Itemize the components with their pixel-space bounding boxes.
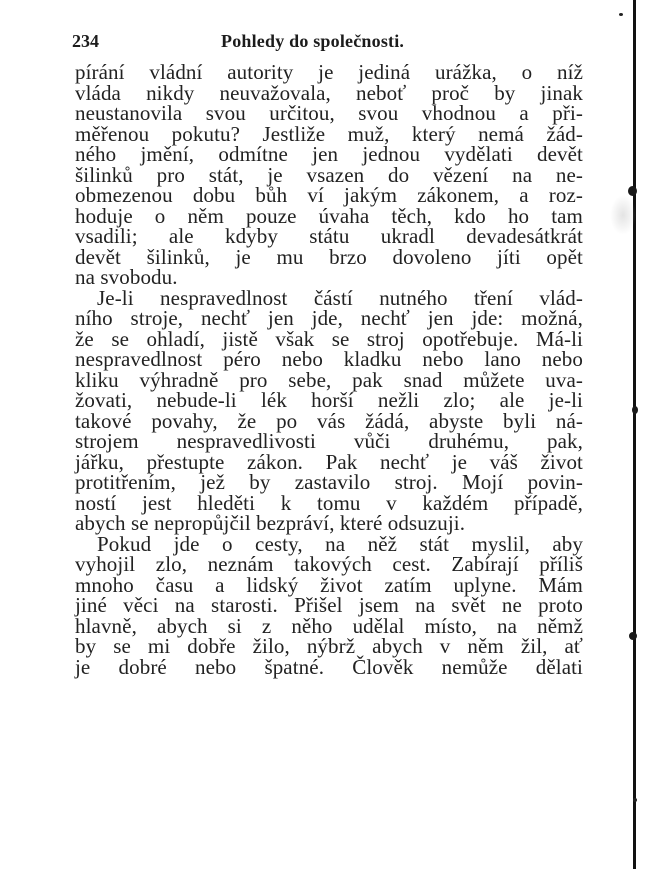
text-line bbox=[75, 408, 583, 433]
text-line bbox=[75, 490, 583, 515]
text-line bbox=[75, 595, 583, 616]
text-line bbox=[75, 185, 583, 206]
text-line-content: kliku výhradně pro sebe, pak snad můžete uva- bbox=[75, 367, 583, 392]
text-line bbox=[75, 531, 583, 556]
text-line-content: abych se nepropůjčil bezpráví, které odsuzuji. bbox=[75, 511, 466, 535]
text-line bbox=[75, 636, 583, 657]
text-line bbox=[75, 62, 583, 83]
text-line bbox=[75, 390, 583, 411]
ink-speck bbox=[633, 798, 637, 802]
text-line-content: mnoho času a lidský život zatím uplyne. Mám bbox=[75, 572, 583, 597]
text-line-content: obmezenou dobu bůh ví jakým zákonem, a roz- bbox=[75, 183, 583, 207]
ink-blot bbox=[632, 406, 638, 414]
text-line-content: jiné věci na starosti. Přišel jsem na svět ne proto bbox=[75, 593, 583, 617]
smudge bbox=[610, 195, 636, 235]
text-line-content: pírání vládní autority je jediná urážka, o níž bbox=[75, 60, 583, 84]
text-line bbox=[75, 162, 583, 187]
text-line-content: na svobodu. bbox=[75, 265, 178, 289]
text-line-content: Pokud jde o cesty, na něž stát myslil, aby bbox=[97, 531, 583, 556]
text-line bbox=[75, 572, 583, 597]
text-line-content: protitřením, jež by zastavilo stroj. Mojí povin- bbox=[75, 470, 583, 494]
running-head bbox=[72, 30, 584, 52]
text-line bbox=[75, 613, 583, 638]
text-line-content: žovati, nebude-li lék horší nežli zlo; ale je-li bbox=[75, 388, 583, 412]
text-line-content: že se ohladí, jistě však se stroj opotřebuje. Má-li bbox=[75, 326, 583, 351]
text-line bbox=[75, 654, 583, 679]
text-line bbox=[75, 308, 583, 329]
page-edge-line bbox=[633, 0, 636, 869]
text-line-content: Je-li nespravedlnost částí nutného tření vlád- bbox=[97, 285, 583, 310]
text-line-content: hoduje o něm pouze úvaha těch, kdo ho tam bbox=[75, 203, 583, 228]
text-line-content: je dobré nebo špatné. Člověk nemůže dělati bbox=[75, 654, 583, 679]
text-line-content: jářku, přestupte zákon. Pak nechť je váš život bbox=[75, 449, 583, 474]
text-line bbox=[75, 326, 583, 351]
body-text bbox=[75, 62, 583, 677]
text-line bbox=[75, 367, 583, 392]
text-line bbox=[75, 449, 583, 474]
text-line bbox=[75, 226, 583, 247]
text-line-content: šilinků pro stát, je vsazen do vězení na ne- bbox=[75, 162, 583, 187]
text-line-content: devět šilinků, je mu brzo dovoleno jíti opět bbox=[75, 244, 583, 269]
running-title: Pohledy do společnosti. bbox=[221, 31, 405, 51]
text-line bbox=[75, 121, 583, 146]
text-line-content: by se mi dobře žilo, nýbrž abych v něm žil, ať bbox=[75, 634, 583, 658]
text-line bbox=[75, 244, 583, 269]
text-line-content: ního stroje, nechť jen jde, nechť jen jde: možná, bbox=[75, 306, 583, 330]
text-line-content: ného jmění, odmítne jen jednou vydělati devět bbox=[75, 142, 583, 166]
text-line bbox=[75, 144, 583, 165]
text-line bbox=[75, 349, 583, 370]
text-line-content: takové povahy, že po vás žádá, abyste byli ná- bbox=[75, 408, 583, 433]
ink-speck bbox=[619, 13, 623, 16]
text-line-content: měřenou pokutu? Jestliže muž, který nemá žád- bbox=[75, 121, 583, 146]
text-line bbox=[75, 267, 583, 288]
text-line-content: strojem nespravedlivosti vůči druhému, pak, bbox=[75, 429, 583, 453]
text-line-content: neustanovila svou určitou, svou vhodnou a při- bbox=[75, 101, 583, 125]
text-line bbox=[75, 472, 583, 493]
text-line bbox=[75, 431, 583, 452]
text-line bbox=[75, 103, 583, 124]
page-number: 234 bbox=[72, 31, 99, 51]
text-line-content: ností jest hleděti k tomu v každém případě, bbox=[75, 490, 583, 515]
text-line-content: hlavně, abych si z něho udělal místo, na němž bbox=[75, 613, 583, 638]
text-line-content: vláda nikdy neuvažovala, neboť proč by jinak bbox=[75, 80, 583, 105]
text-line bbox=[75, 285, 583, 310]
text-line-content: vsadili; ale kdyby státu ukradl devadesátkrát bbox=[75, 224, 583, 248]
text-line bbox=[75, 203, 583, 228]
text-line-content: nespravedlnost péro nebo kladku nebo lano nebo bbox=[75, 347, 583, 371]
text-line bbox=[75, 554, 583, 575]
ink-blot bbox=[629, 632, 637, 640]
text-line bbox=[75, 80, 583, 105]
text-line bbox=[75, 513, 583, 534]
text-line-content: vyhojil zlo, neznám takových cest. Zabírají příliš bbox=[75, 552, 583, 576]
